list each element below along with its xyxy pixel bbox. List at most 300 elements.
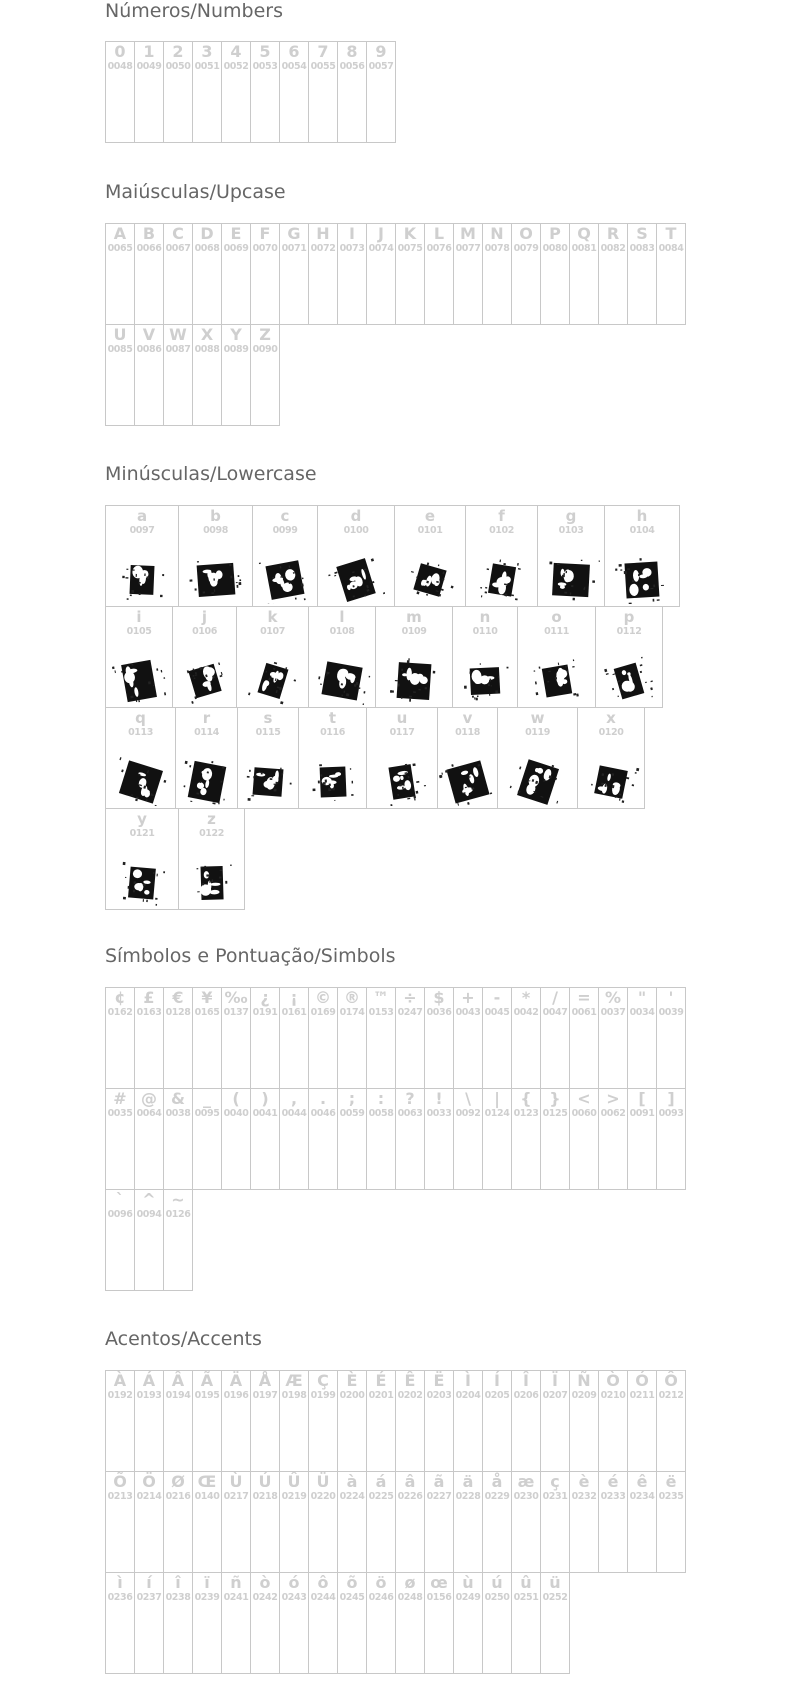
glyph-sample bbox=[542, 554, 600, 604]
glyph-code: 0115 bbox=[255, 727, 281, 738]
glyph-character: 3 bbox=[201, 42, 213, 61]
glyph-code: 0089 bbox=[223, 344, 249, 355]
glyph-sample bbox=[373, 756, 431, 806]
glyph-sample bbox=[401, 554, 459, 604]
glyph-sample bbox=[244, 655, 302, 705]
glyph-character: V bbox=[142, 325, 156, 344]
glyph-character: é bbox=[607, 1472, 619, 1491]
glyph-code: 0083 bbox=[629, 243, 655, 254]
glyph-code: 0060 bbox=[571, 1108, 597, 1119]
glyph-sample bbox=[327, 554, 385, 604]
glyph-cell bbox=[511, 1370, 541, 1472]
glyph-cell bbox=[540, 1572, 570, 1674]
glyph-character: + bbox=[461, 988, 475, 1007]
glyph-code: 0101 bbox=[417, 525, 443, 536]
glyph-code: 0207 bbox=[542, 1390, 568, 1401]
glyph-cell bbox=[192, 223, 222, 325]
glyph-code: 0214 bbox=[136, 1491, 162, 1502]
glyph-character: ê bbox=[636, 1472, 648, 1491]
glyph-character: $ bbox=[433, 988, 445, 1007]
glyph-cell bbox=[221, 987, 251, 1089]
glyph-code: 0064 bbox=[136, 1108, 162, 1119]
glyph-cell bbox=[453, 1370, 483, 1472]
glyph-character: È bbox=[346, 1371, 358, 1390]
glyph-code: 0191 bbox=[252, 1007, 278, 1018]
glyph-code: 0085 bbox=[107, 344, 133, 355]
glyph-cell bbox=[163, 1370, 193, 1472]
glyph-sample bbox=[582, 756, 640, 806]
glyph-character: ÷ bbox=[403, 988, 417, 1007]
glyph-code: 0040 bbox=[223, 1108, 249, 1119]
glyph-code: 0217 bbox=[223, 1491, 249, 1502]
glyph-character: _ bbox=[203, 1089, 211, 1108]
glyph-character: à bbox=[346, 1472, 358, 1491]
glyph-code: 0092 bbox=[455, 1108, 481, 1119]
glyph-code: 0211 bbox=[629, 1390, 655, 1401]
glyph-cell bbox=[178, 505, 253, 607]
glyph-code: 0137 bbox=[223, 1007, 249, 1018]
glyph-cell bbox=[577, 707, 645, 809]
glyph-cell bbox=[598, 1088, 628, 1190]
glyph-cell bbox=[105, 606, 173, 708]
glyph-character: ¥ bbox=[201, 988, 213, 1007]
glyph-cell bbox=[105, 1088, 135, 1190]
glyph-cell bbox=[105, 1572, 135, 1674]
glyph-cell bbox=[134, 223, 164, 325]
glyph-cell bbox=[105, 1471, 135, 1573]
glyph-cell bbox=[105, 987, 135, 1089]
glyph-cell bbox=[453, 987, 483, 1089]
glyph-cell bbox=[424, 223, 454, 325]
section-title: Minúsculas/Lowercase bbox=[105, 463, 317, 485]
glyph-code: 0234 bbox=[629, 1491, 655, 1502]
glyph-sample bbox=[113, 554, 171, 604]
glyph-cell bbox=[250, 223, 280, 325]
glyph-code: 0199 bbox=[310, 1390, 336, 1401]
glyph-code: 0242 bbox=[252, 1592, 278, 1603]
glyph-cell bbox=[134, 987, 164, 1089]
glyph-code: 0120 bbox=[598, 727, 624, 738]
section-upcase bbox=[105, 181, 684, 355]
glyph-cell bbox=[395, 1572, 425, 1674]
glyph-character: | bbox=[494, 1089, 500, 1108]
glyph-code: 0097 bbox=[129, 525, 155, 536]
glyph-code: 0140 bbox=[194, 1491, 220, 1502]
glyph-cell bbox=[250, 41, 280, 143]
glyph-cell bbox=[221, 1370, 251, 1472]
glyph-cell bbox=[424, 1088, 454, 1190]
glyph-character: ® bbox=[344, 988, 360, 1007]
glyph-sample bbox=[600, 655, 658, 705]
glyph-cell bbox=[627, 223, 657, 325]
glyph-character: @ bbox=[141, 1089, 157, 1108]
glyph-code: 0118 bbox=[455, 727, 480, 738]
glyph-character: â bbox=[404, 1472, 416, 1491]
glyph-character: Ï bbox=[552, 1371, 558, 1390]
glyph-character: ¢ bbox=[114, 988, 126, 1007]
section-title: Maiúsculas/Upcase bbox=[105, 181, 286, 203]
glyph-cell bbox=[308, 41, 338, 143]
glyph-code: 0041 bbox=[252, 1108, 278, 1119]
glyph-character: n bbox=[479, 608, 491, 626]
glyph-code: 0062 bbox=[600, 1108, 626, 1119]
glyph-code: 0094 bbox=[136, 1209, 162, 1220]
glyph-cell bbox=[517, 606, 596, 708]
glyph-character: 8 bbox=[346, 42, 358, 61]
glyph-cell bbox=[105, 1189, 135, 1291]
glyph-code: 0103 bbox=[558, 525, 584, 536]
glyph-code: 0224 bbox=[339, 1491, 365, 1502]
glyph-code: 0194 bbox=[165, 1390, 191, 1401]
glyph-code: 0080 bbox=[542, 243, 568, 254]
glyph-code: 0058 bbox=[368, 1108, 394, 1119]
glyph-cell bbox=[163, 324, 193, 426]
glyph-character: Æ bbox=[285, 1371, 303, 1390]
glyph-cell bbox=[424, 987, 454, 1089]
glyph-cell bbox=[105, 707, 176, 809]
glyph-code: 0070 bbox=[252, 243, 278, 254]
glyph-code: 0197 bbox=[252, 1390, 278, 1401]
glyph-code: 0056 bbox=[339, 61, 365, 72]
glyph-character: î bbox=[175, 1573, 181, 1592]
glyph-code: 0068 bbox=[194, 243, 220, 254]
glyph-character: , bbox=[290, 1089, 298, 1108]
glyph-character: Œ bbox=[197, 1472, 217, 1491]
glyph-character: S bbox=[636, 224, 648, 243]
glyph-character: Â bbox=[171, 1371, 185, 1390]
glyph-character: 5 bbox=[259, 42, 271, 61]
glyph-cell bbox=[172, 606, 237, 708]
glyph-character: ì bbox=[117, 1573, 123, 1592]
glyph-cell bbox=[482, 1572, 512, 1674]
glyph-cell bbox=[595, 606, 663, 708]
glyph-character: Ã bbox=[200, 1371, 214, 1390]
glyph-cell bbox=[540, 1370, 570, 1472]
glyph-code: 0038 bbox=[165, 1108, 191, 1119]
glyph-character: k bbox=[267, 608, 278, 626]
glyph-cell bbox=[236, 606, 309, 708]
glyph-character: & bbox=[171, 1089, 185, 1108]
glyph-character: É bbox=[375, 1371, 387, 1390]
glyph-cell bbox=[134, 41, 164, 143]
glyph-code: 0232 bbox=[571, 1491, 597, 1502]
glyph-code: 0066 bbox=[136, 243, 162, 254]
glyph-character: Õ bbox=[113, 1472, 127, 1491]
glyph-code: 0192 bbox=[107, 1390, 133, 1401]
glyph-character: ó bbox=[288, 1573, 300, 1592]
glyph-code: 0195 bbox=[194, 1390, 220, 1401]
glyph-cell bbox=[105, 41, 135, 143]
glyph-cell bbox=[105, 808, 179, 910]
glyph-cell bbox=[598, 1471, 628, 1573]
glyph-code: 0073 bbox=[339, 243, 365, 254]
glyph-cell bbox=[279, 223, 309, 325]
glyph-code: 0090 bbox=[252, 344, 278, 355]
glyph-cell bbox=[511, 1572, 541, 1674]
glyph-cell bbox=[192, 1572, 222, 1674]
glyph-code: 0043 bbox=[455, 1007, 481, 1018]
glyph-code: 0113 bbox=[128, 727, 153, 738]
glyph-code: 0111 bbox=[544, 626, 569, 637]
glyph-character: P bbox=[549, 224, 561, 243]
section-title: Números/Numbers bbox=[105, 0, 283, 22]
glyph-cell bbox=[221, 223, 251, 325]
glyph-cell bbox=[569, 1088, 599, 1190]
glyph-cell bbox=[395, 1471, 425, 1573]
glyph-character: £ bbox=[143, 988, 155, 1007]
glyph-code: 0048 bbox=[107, 61, 133, 72]
glyph-character: è bbox=[578, 1472, 590, 1491]
glyph-character: ã bbox=[433, 1472, 445, 1491]
glyph-character: \ bbox=[465, 1089, 471, 1108]
glyph-code: 0247 bbox=[397, 1007, 423, 1018]
glyph-code: 0059 bbox=[339, 1108, 365, 1119]
glyph-character: Q bbox=[577, 224, 591, 243]
glyph-code: 0061 bbox=[571, 1007, 597, 1018]
glyph-cell bbox=[540, 223, 570, 325]
glyph-character: ^ bbox=[142, 1190, 156, 1209]
glyph-character: s bbox=[263, 709, 273, 727]
glyph-cell bbox=[366, 1471, 396, 1573]
glyph-cell bbox=[627, 1088, 657, 1190]
glyph-code: 0099 bbox=[272, 525, 298, 536]
glyph-code: 0218 bbox=[252, 1491, 278, 1502]
glyph-character: z bbox=[207, 810, 216, 828]
glyph-code: 0076 bbox=[426, 243, 452, 254]
glyph-character: ú bbox=[491, 1573, 503, 1592]
glyph-character: : bbox=[377, 1089, 385, 1108]
glyph-character: ø bbox=[404, 1573, 416, 1592]
glyph-cell bbox=[105, 223, 135, 325]
glyph-sample bbox=[456, 655, 514, 705]
glyph-cell bbox=[252, 505, 318, 607]
glyph-sample bbox=[187, 554, 245, 604]
glyph-character: Y bbox=[230, 325, 242, 344]
glyph-cell bbox=[656, 223, 686, 325]
glyph-cell bbox=[537, 505, 605, 607]
glyph-character: ! bbox=[435, 1089, 443, 1108]
glyph-code: 0037 bbox=[600, 1007, 626, 1018]
glyph-character: 4 bbox=[230, 42, 242, 61]
glyph-cell bbox=[337, 41, 367, 143]
glyph-character: Ú bbox=[258, 1472, 272, 1491]
glyph-cell bbox=[163, 1088, 193, 1190]
glyph-cell bbox=[178, 808, 245, 910]
glyph-cell bbox=[497, 707, 578, 809]
glyph-cell bbox=[279, 41, 309, 143]
glyph-character: ï bbox=[204, 1573, 210, 1592]
glyph-code: 0212 bbox=[658, 1390, 684, 1401]
glyph-cell bbox=[424, 1471, 454, 1573]
glyph-code: 0053 bbox=[252, 61, 278, 72]
glyph-character: ] bbox=[667, 1089, 675, 1108]
glyph-character: á bbox=[375, 1472, 387, 1491]
glyph-character: ( bbox=[232, 1089, 240, 1108]
glyph-cell bbox=[627, 987, 657, 1089]
glyph-character: a bbox=[136, 507, 148, 525]
glyph-code: 0205 bbox=[484, 1390, 510, 1401]
glyph-cell bbox=[134, 1370, 164, 1472]
glyph-code: 0039 bbox=[658, 1007, 684, 1018]
glyph-code: 0216 bbox=[165, 1491, 191, 1502]
glyph-character: Ê bbox=[404, 1371, 416, 1390]
glyph-cell bbox=[298, 707, 367, 809]
glyph-character: w bbox=[530, 709, 545, 727]
glyph-cell bbox=[317, 505, 395, 607]
glyph-cell bbox=[163, 1189, 193, 1291]
glyph-code: 0209 bbox=[571, 1390, 597, 1401]
glyph-code: 0153 bbox=[368, 1007, 394, 1018]
glyph-sample bbox=[183, 857, 241, 907]
glyph-character: r bbox=[202, 709, 211, 727]
glyph-character: . bbox=[319, 1089, 327, 1108]
glyph-cell bbox=[192, 987, 222, 1089]
glyph-code: 0091 bbox=[629, 1108, 655, 1119]
glyph-cell bbox=[279, 987, 309, 1089]
glyph-code: 0213 bbox=[107, 1491, 133, 1502]
glyph-code: 0117 bbox=[389, 727, 415, 738]
glyph-character: 2 bbox=[172, 42, 184, 61]
glyph-character: 6 bbox=[288, 42, 300, 61]
glyph-cell bbox=[366, 1572, 396, 1674]
glyph-code: 0236 bbox=[107, 1592, 133, 1603]
glyph-code: 0046 bbox=[310, 1108, 336, 1119]
glyph-cell bbox=[250, 1370, 280, 1472]
glyph-code: 0227 bbox=[426, 1491, 452, 1502]
glyph-sample bbox=[176, 655, 234, 705]
glyph-character: 1 bbox=[143, 42, 155, 61]
glyph-cell bbox=[337, 1088, 367, 1190]
glyph-code: 0116 bbox=[320, 727, 345, 738]
glyph-code: 0084 bbox=[658, 243, 684, 254]
glyph-cell bbox=[308, 1088, 338, 1190]
glyph-code: 0156 bbox=[426, 1592, 452, 1603]
glyph-character: Ø bbox=[171, 1472, 185, 1491]
glyph-character: Ñ bbox=[577, 1371, 591, 1390]
glyph-cell bbox=[221, 1088, 251, 1190]
glyph-character: > bbox=[606, 1089, 620, 1108]
glyph-character: Ò bbox=[606, 1371, 620, 1390]
glyph-cell bbox=[482, 1471, 512, 1573]
glyph-code: 0233 bbox=[600, 1491, 626, 1502]
glyph-code: 0201 bbox=[368, 1390, 394, 1401]
glyph-character: } bbox=[549, 1089, 561, 1108]
glyph-code: 0248 bbox=[397, 1592, 423, 1603]
glyph-cell bbox=[337, 987, 367, 1089]
glyph-sample bbox=[313, 655, 371, 705]
glyph-character: À bbox=[113, 1371, 127, 1390]
glyph-cell bbox=[394, 505, 466, 607]
glyph-code: 0078 bbox=[484, 243, 510, 254]
glyph-cell bbox=[366, 1370, 396, 1472]
glyph-character: d bbox=[350, 507, 362, 525]
glyph-cell bbox=[221, 1471, 251, 1573]
glyph-code: 0072 bbox=[310, 243, 336, 254]
glyph-code: 0112 bbox=[616, 626, 642, 637]
glyph-code: 0200 bbox=[339, 1390, 365, 1401]
glyph-character: Á bbox=[142, 1371, 156, 1390]
glyph-code: 0237 bbox=[136, 1592, 162, 1603]
glyph-character: M bbox=[460, 224, 476, 243]
glyph-character: C bbox=[172, 224, 184, 243]
glyph-character: c bbox=[280, 507, 290, 525]
glyph-cell bbox=[279, 1471, 309, 1573]
glyph-code: 0210 bbox=[600, 1390, 626, 1401]
glyph-code: 0100 bbox=[343, 525, 369, 536]
glyph-character: K bbox=[403, 224, 417, 243]
glyph-character: 9 bbox=[375, 42, 387, 61]
glyph-code: 0246 bbox=[368, 1592, 394, 1603]
glyph-character: B bbox=[142, 224, 156, 243]
glyph-cell bbox=[366, 707, 438, 809]
glyph-code: 0250 bbox=[484, 1592, 510, 1603]
glyph-code: 0057 bbox=[368, 61, 394, 72]
glyph-code: 0102 bbox=[489, 525, 514, 536]
glyph-cell bbox=[540, 987, 570, 1089]
glyph-cell bbox=[163, 1471, 193, 1573]
glyph-cell bbox=[540, 1471, 570, 1573]
glyph-cell bbox=[627, 1471, 657, 1573]
glyph-code: 0161 bbox=[281, 1007, 307, 1018]
glyph-sample bbox=[239, 756, 297, 806]
glyph-code: 0235 bbox=[658, 1491, 684, 1502]
glyph-character: Ö bbox=[142, 1472, 156, 1491]
glyph-cell bbox=[656, 1088, 686, 1190]
glyph-code: 0042 bbox=[513, 1007, 539, 1018]
section-title: Símbolos e Pontuação/Simbols bbox=[105, 945, 396, 967]
glyph-cell bbox=[221, 1572, 251, 1674]
glyph-cell bbox=[424, 1370, 454, 1472]
glyph-character: j bbox=[201, 608, 208, 626]
glyph-code: 0251 bbox=[513, 1592, 539, 1603]
glyph-character: E bbox=[230, 224, 242, 243]
glyph-cell bbox=[337, 1572, 367, 1674]
glyph-character: G bbox=[287, 224, 301, 243]
glyph-character: y bbox=[137, 810, 147, 828]
glyph-code: 0163 bbox=[136, 1007, 162, 1018]
glyph-character: Ì bbox=[465, 1371, 471, 1390]
glyph-code: 0229 bbox=[484, 1491, 510, 1502]
glyph-character: ? bbox=[405, 1089, 415, 1108]
glyph-code: 0220 bbox=[310, 1491, 336, 1502]
glyph-character: < bbox=[577, 1089, 591, 1108]
glyph-character: A bbox=[113, 224, 127, 243]
glyph-cell bbox=[308, 606, 376, 708]
glyph-cell bbox=[279, 1572, 309, 1674]
glyph-code: 0051 bbox=[194, 61, 220, 72]
glyph-cell bbox=[395, 987, 425, 1089]
glyph-cell bbox=[453, 1572, 483, 1674]
glyph-code: 0196 bbox=[223, 1390, 249, 1401]
glyph-cell bbox=[511, 223, 541, 325]
glyph-character: l bbox=[339, 608, 345, 626]
glyph-character: ü bbox=[549, 1573, 561, 1592]
glyph-character: x bbox=[606, 709, 616, 727]
glyph-character: ) bbox=[261, 1089, 269, 1108]
glyph-code: 0228 bbox=[455, 1491, 481, 1502]
glyph-code: 0105 bbox=[126, 626, 152, 637]
glyph-code: 0050 bbox=[165, 61, 191, 72]
glyph-character: / bbox=[552, 988, 558, 1007]
glyph-character: ç bbox=[550, 1472, 560, 1491]
glyph-character: e bbox=[424, 507, 436, 525]
glyph-code: 0123 bbox=[513, 1108, 539, 1119]
glyph-character: N bbox=[490, 224, 504, 243]
glyph-character: ö bbox=[375, 1573, 387, 1592]
glyph-code: 0245 bbox=[339, 1592, 365, 1603]
glyph-code: 0206 bbox=[513, 1390, 539, 1401]
glyph-character: t bbox=[328, 709, 337, 727]
